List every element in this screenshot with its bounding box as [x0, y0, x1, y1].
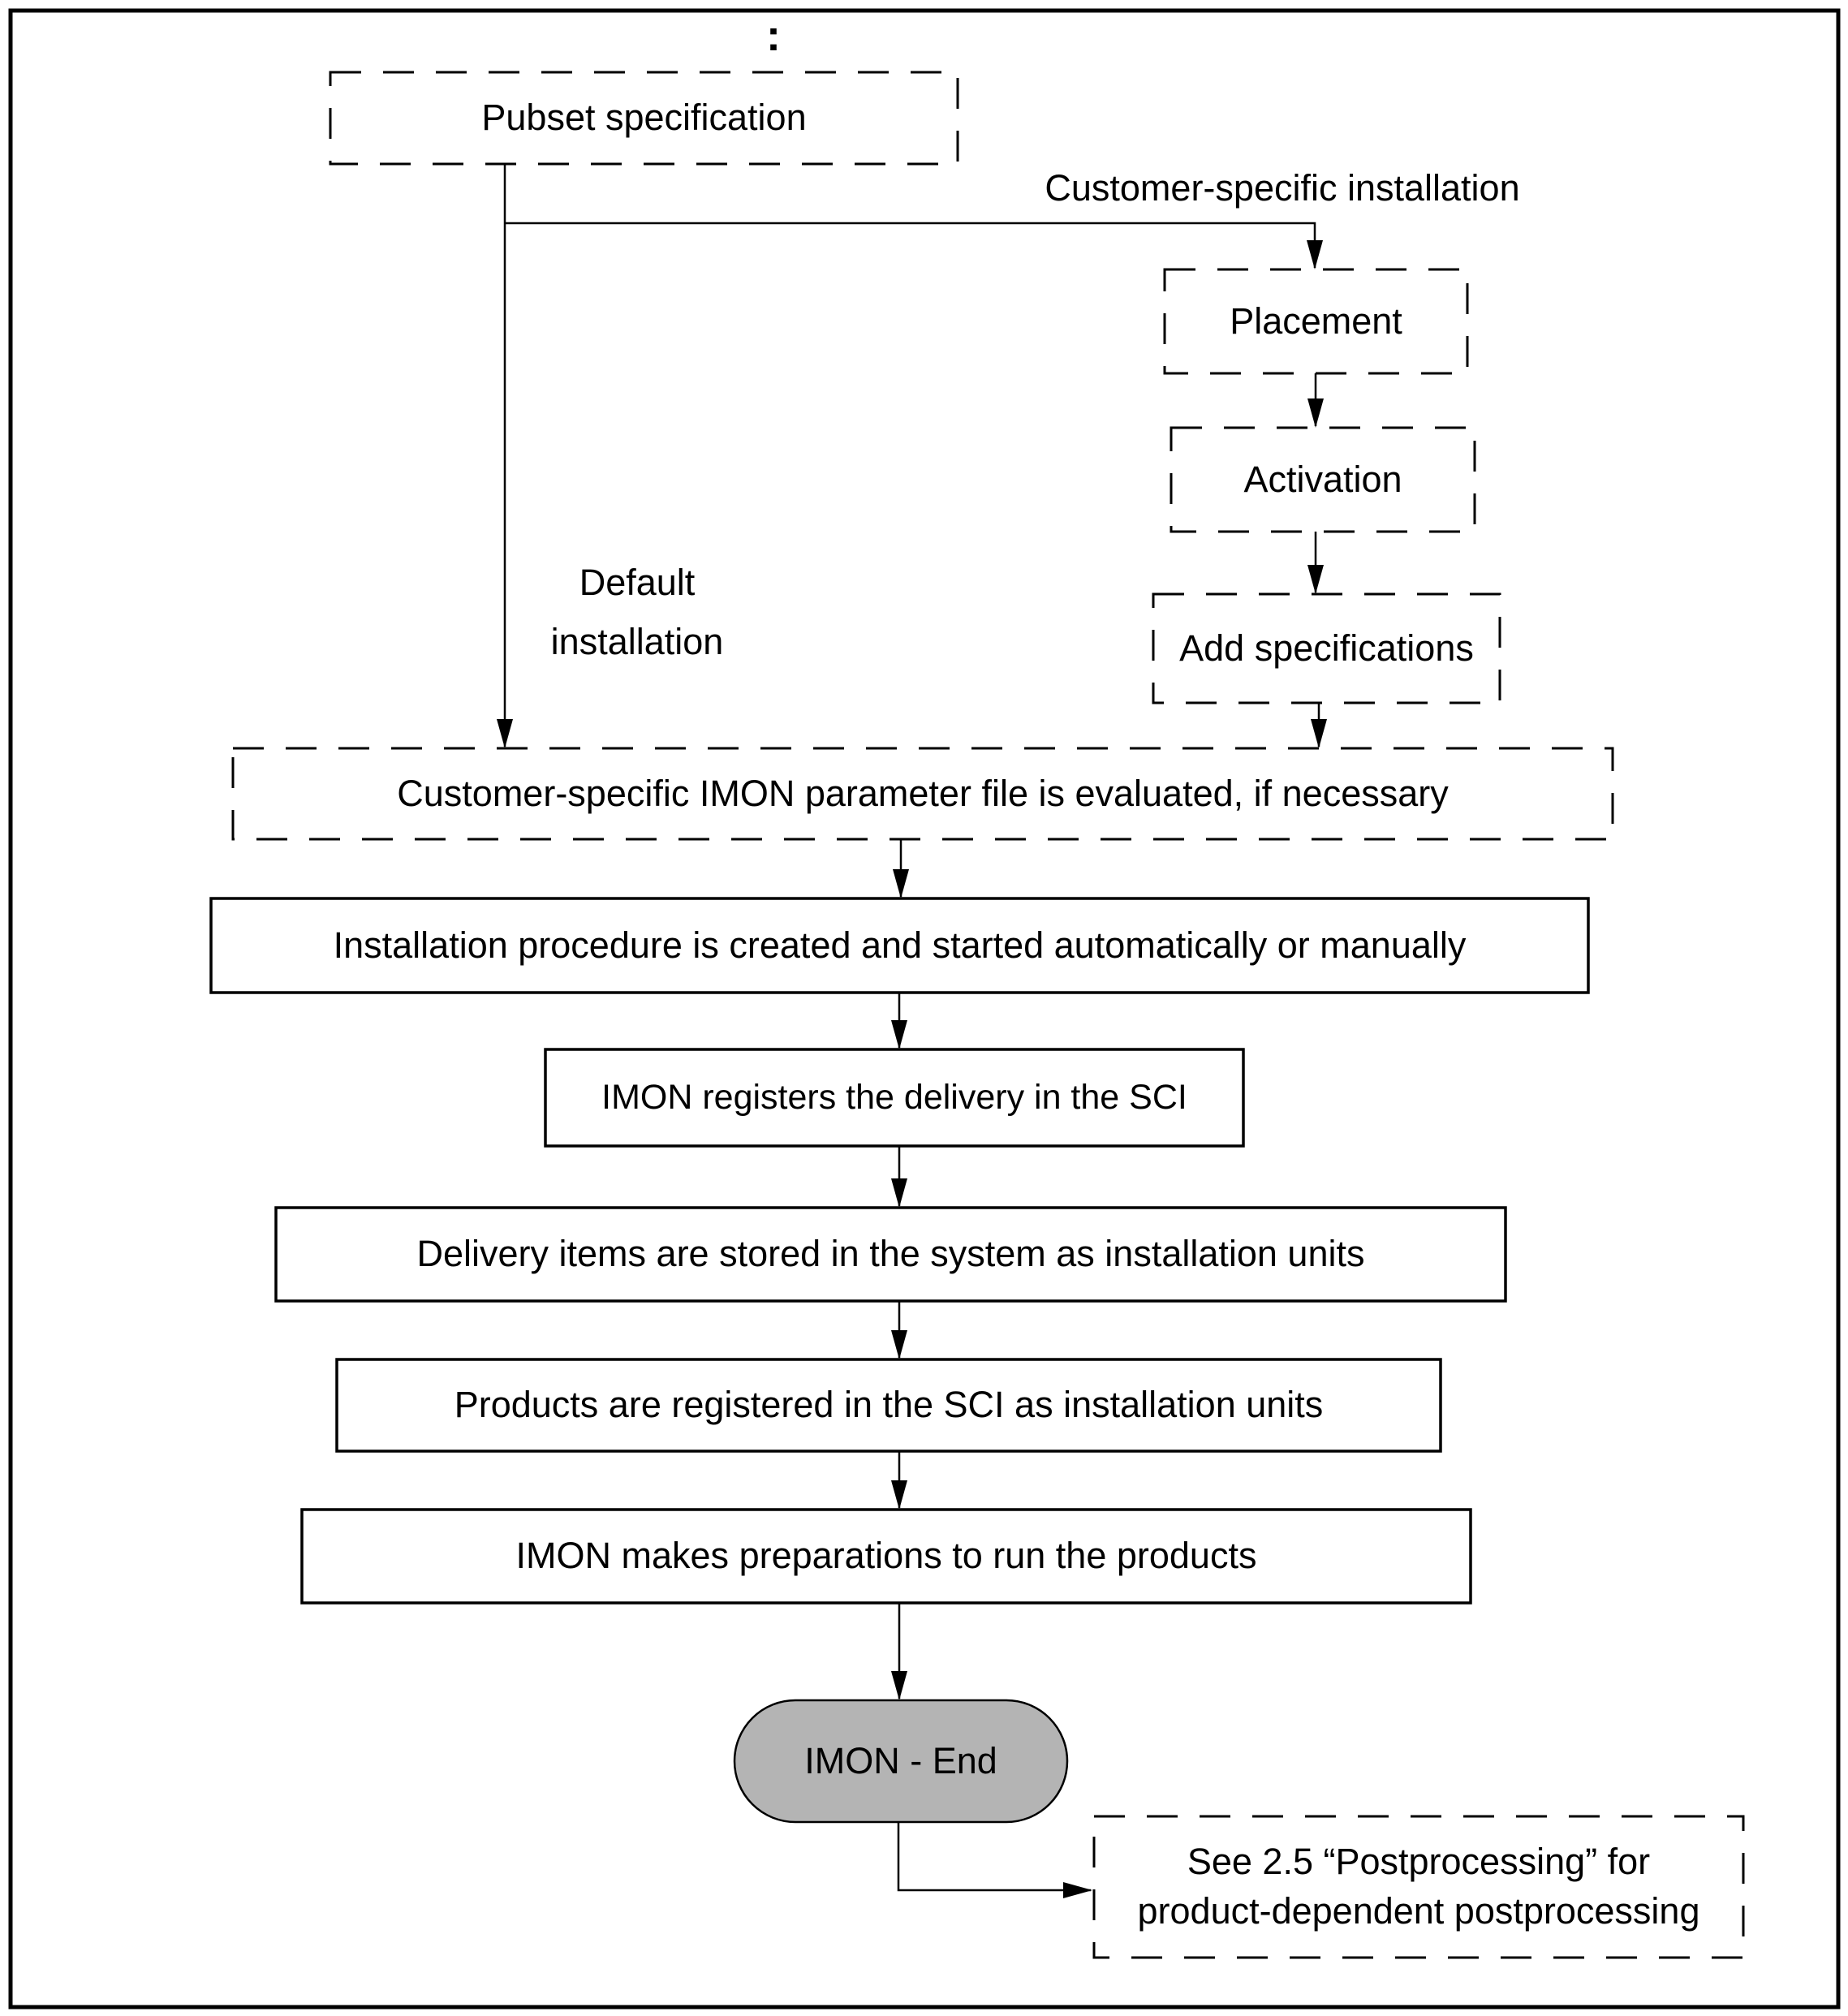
add-specifications-label: Add specifications	[1179, 627, 1474, 669]
delivery-items-label: Delivery items are stored in the system as installation units	[416, 1233, 1365, 1275]
postprocessing-label-line2: product-dependent postprocessing	[1137, 1890, 1700, 1932]
register-delivery-label: IMON registers the delivery in the SCI	[601, 1077, 1187, 1117]
installation-procedure-label: Installation procedure is created and started automatically or manually	[333, 924, 1467, 966]
imon-end-label: IMON - End	[804, 1739, 997, 1781]
pubset-specification-label: Pubset specification	[481, 97, 807, 139]
default-installation-label	[503, 552, 771, 674]
customer-specific-installation-label: Customer-specific installation	[1045, 166, 1520, 209]
placement-label: Placement	[1230, 299, 1402, 342]
edge-end-to-postprocessing	[898, 1822, 1091, 1890]
continuation-mark: :	[766, 11, 781, 61]
default-installation-label-line2: installation	[550, 621, 724, 662]
default-installation-label-line1: Default	[579, 562, 696, 604]
edge-customer-specific-branch	[505, 223, 1315, 268]
activation-label: Activation	[1243, 458, 1402, 500]
postprocessing-label-line1: See 2.5 “Postprocessing” for	[1187, 1841, 1651, 1883]
products-registered-label: Products are registered in the SCI as installation units	[454, 1384, 1324, 1426]
postprocessing-label	[1094, 1816, 1743, 1958]
parameter-file-label: Customer-specific IMON parameter file is evaluated, if necessary	[397, 772, 1449, 814]
preparations-label: IMON makes preparations to run the products	[515, 1535, 1257, 1577]
